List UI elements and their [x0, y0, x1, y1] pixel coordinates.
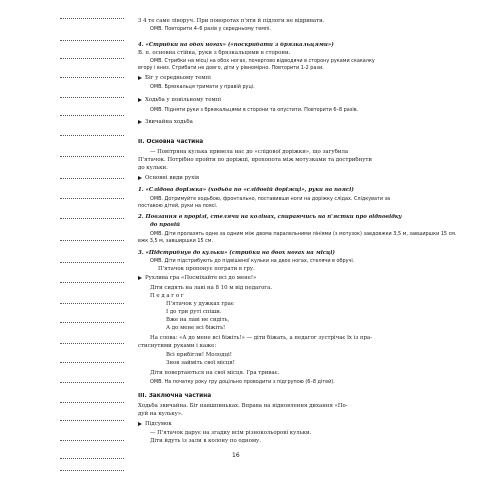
line-text: Вже на лаві не сидіть, [166, 317, 230, 323]
line-9 [138, 97, 476, 104]
line-20 [138, 214, 476, 221]
line-text: II. Основна частина [138, 139, 204, 145]
line-14 [138, 157, 476, 164]
line-text: ОМВ. Повторити 4–6 разів у середньому темпі. [150, 26, 272, 32]
note-line[interactable] [60, 18, 124, 19]
note-line[interactable] [60, 178, 124, 179]
note-line[interactable] [60, 470, 124, 471]
line-text: Основні види рухів [145, 175, 200, 181]
note-line[interactable] [60, 40, 124, 41]
line-text: ОМВ. На початку року гру доцільно проводити з підгрупою (6–8 дітей). [150, 379, 335, 385]
line-1 [138, 18, 476, 25]
line-8 [138, 84, 480, 91]
note-line[interactable] [60, 77, 124, 78]
line-text: П'ятачок у дужках грає [166, 301, 234, 307]
note-line[interactable] [60, 198, 124, 199]
line-text: ОМВ. Діти підстрибують до підвішеної кульки на двох ногах, стелячи в обручі. [150, 258, 355, 264]
line-text: 1. «Слідова доріжка» (ходьба по «слідовій доріжці», руки на поясі) [138, 187, 354, 193]
note-line[interactable] [60, 97, 124, 98]
line-40 [138, 393, 476, 400]
line-6 [138, 65, 476, 72]
line-35 [138, 343, 476, 350]
line-18 [138, 196, 480, 203]
line-33 [138, 325, 480, 332]
line-45 [138, 438, 480, 445]
line-text: 3 4 те саме ліворуч. При поворотах п'яти й підлоги не відривати. [138, 18, 325, 24]
line-text: поставою дітей, руки на поясі. [138, 203, 218, 209]
line-text: Діти йдуть із зали в колону по одному. [150, 438, 261, 444]
note-line[interactable] [60, 135, 124, 136]
line-text: вгору і вниз. Стрибати не довго, діти у рівномірно. Повторити 1-2 рази. [138, 65, 324, 71]
line-36 [138, 352, 480, 359]
line-text: дуй на кульку». [138, 411, 183, 417]
line-23 [138, 238, 476, 245]
note-line[interactable] [60, 440, 124, 441]
line-text: Ходьба у повільному темпі [145, 97, 221, 103]
line-28 [138, 285, 480, 292]
line-text: В. п. основна стійка, руки з брязкальцями в сторони. [138, 50, 291, 56]
line-text: Біг у середньому темпі [145, 75, 211, 81]
line-text: П е д а г о г [150, 293, 184, 299]
line-text: 4. «Стрибки на обох ногах» («поскрибати з брязкальцями») [138, 42, 334, 48]
line-text: — Повітряна кулька привела нас до «слідової доріжки», що загубила [150, 149, 349, 155]
note-line[interactable] [60, 420, 124, 421]
arrow-bullet-icon [138, 120, 142, 124]
line-15 [138, 165, 476, 172]
line-2 [138, 26, 480, 33]
note-line[interactable] [60, 58, 124, 59]
line-text: ОМВ. Брязкальця тримати у правій руці. [150, 84, 255, 90]
line-text: ОМВ. Підняти руки з брязкальцями в сторони та опустити. Повторити 6–8 разів. [150, 107, 359, 113]
arrow-bullet-icon [138, 176, 142, 180]
notes-margin [0, 0, 128, 480]
line-12 [138, 139, 476, 146]
line-32 [138, 317, 480, 324]
note-line[interactable] [60, 282, 124, 283]
line-text: — П'ятачок дарує на згадку всім різнокольорові кульки. [150, 430, 312, 436]
note-line[interactable] [60, 458, 124, 459]
line-3 [138, 42, 476, 49]
line-11 [138, 119, 476, 126]
line-text: Всі прибігли! Молодці! [166, 352, 232, 358]
line-text: А до мене всі біжіть! [166, 325, 226, 331]
line-text: ОМВ. Діти пролазять одне за одним між двома паралельними лініями (з мотузок) завдовжки 3,5 м, завширшки 15 см. [150, 231, 457, 237]
line-text: Знов займіть свої місця! [166, 360, 235, 366]
line-text: П'ятачок. Потрібно пройти по доріжці, прохопота між мотузками та дострибнути [138, 157, 372, 163]
note-line[interactable] [60, 240, 124, 241]
line-text: Звичайна ходьба [145, 119, 193, 125]
line-text: стиснутими руками і каже: [138, 343, 217, 349]
line-39 [138, 379, 480, 386]
line-text: III. Заключна частина [138, 393, 212, 399]
page-content [138, 0, 476, 480]
note-line[interactable] [60, 115, 124, 116]
line-30 [138, 301, 480, 308]
note-line[interactable] [60, 343, 124, 344]
note-line[interactable] [60, 322, 124, 323]
line-37 [138, 360, 480, 367]
line-text: На слова: «А до мене всі біжіть!» — діти біжать, а педагог зустрічає їх із пра- [150, 335, 373, 341]
line-5 [138, 58, 480, 65]
line-text: Діти повертаються на свої місця. Гра триває. [150, 370, 280, 376]
line-text: ОМВ. Дотримуйте ходьбою, фронтально, поставивши ноги на доріжку слідах. Слідкувати за [150, 196, 391, 202]
line-text: Рухлива гра «Посміхайте всі до мене!» [145, 275, 257, 281]
line-text: до кульки. [138, 165, 168, 171]
line-16 [138, 175, 476, 182]
line-text: вжк 3,5 м, завширшки 15 см. [138, 238, 214, 244]
line-41 [138, 403, 476, 410]
arrow-bullet-icon [138, 98, 142, 102]
note-line[interactable] [60, 362, 124, 363]
line-42 [138, 411, 476, 418]
line-text: до правій [150, 222, 180, 228]
line-24 [138, 250, 476, 257]
note-line[interactable] [60, 303, 124, 304]
line-43 [138, 421, 476, 428]
line-13 [138, 149, 480, 156]
line-text: 2. Повзання в прорізі, стелячи на колінах, спираючись на п'ястки про відповідку [138, 214, 402, 220]
line-7 [138, 75, 476, 82]
line-25 [138, 258, 480, 265]
line-10 [138, 107, 480, 114]
arrow-bullet-icon [138, 276, 142, 280]
line-text: Ходьба звичайна. Біг навшпиньках. Вправа на відновлення дихання «По- [138, 403, 348, 409]
page-number: 16 [232, 452, 240, 459]
line-44 [138, 430, 480, 437]
line-31 [138, 309, 480, 316]
line-27 [138, 275, 476, 282]
line-text: 3. «Підстрибнув до кульки» (стрибки на двох ногах на місці) [138, 250, 335, 256]
line-21 [138, 222, 480, 229]
line-text: ОМВ. Стрибки на місці на обох ногах, почергово відводячи в сторону руками скакалку [150, 58, 375, 64]
line-38 [138, 370, 480, 377]
line-29 [138, 293, 480, 300]
line-text: Діти сидять на лаві на 8 10 м від педагога. [150, 285, 273, 291]
line-4 [138, 50, 476, 57]
arrow-bullet-icon [138, 76, 142, 80]
note-line[interactable] [60, 262, 124, 263]
note-line[interactable] [60, 402, 124, 403]
note-line[interactable] [60, 156, 124, 157]
line-22 [138, 231, 480, 238]
line-26 [138, 266, 480, 273]
line-19 [138, 203, 476, 210]
line-17 [138, 187, 476, 194]
line-text: І до три руті спіши. [166, 309, 222, 315]
arrow-bullet-icon [138, 422, 142, 426]
note-line[interactable] [60, 382, 124, 383]
note-line[interactable] [60, 218, 124, 219]
line-34 [138, 335, 480, 342]
line-text: Підсумок [145, 421, 172, 427]
line-text: П'ятачок пропонує пограти в гру. [158, 266, 255, 272]
